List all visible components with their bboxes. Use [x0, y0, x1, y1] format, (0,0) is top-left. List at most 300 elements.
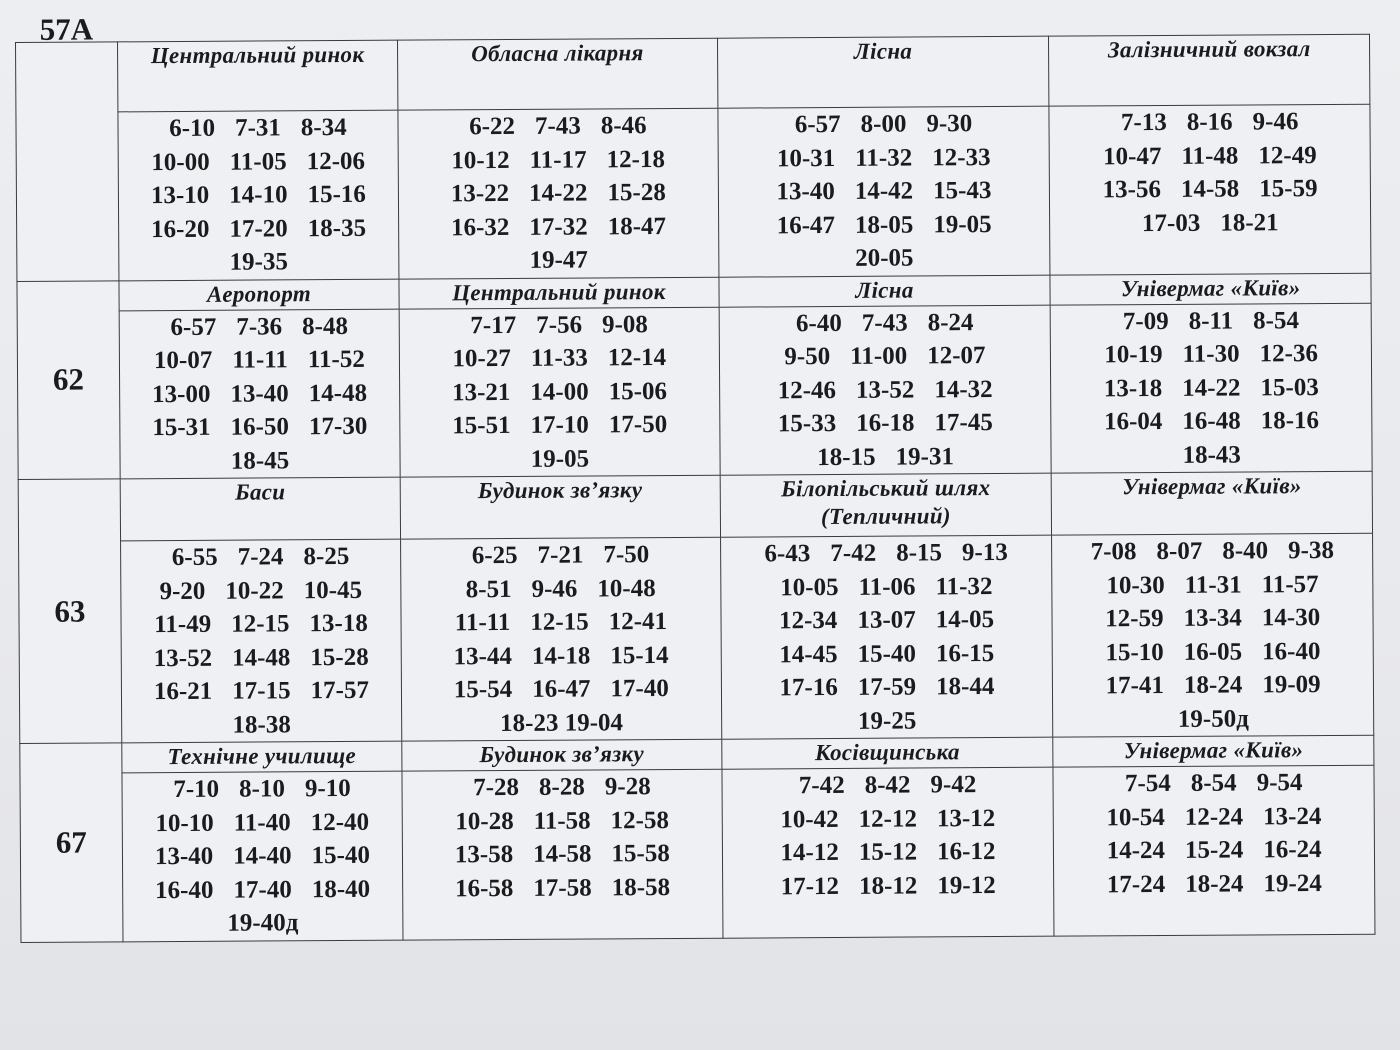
time-row — [121, 540, 400, 575]
departure-time: 16-21 — [153, 677, 213, 706]
time-row — [118, 111, 397, 146]
time-row — [720, 406, 1051, 442]
departure-time: 13-00 — [152, 380, 211, 408]
stop-name: Косівщинська — [721, 737, 1053, 769]
departure-time: 14-22 — [529, 179, 588, 207]
departure-time: 7-24 — [237, 543, 284, 571]
departure-time: 16-58 — [454, 874, 514, 902]
departure-time: 11-31 — [1184, 571, 1242, 599]
departure-time: 14-40 — [233, 842, 292, 870]
departure-time: 16-50 — [230, 413, 290, 441]
time-row — [400, 341, 719, 376]
departure-time: 15-59 — [1259, 175, 1318, 203]
time-row — [1050, 105, 1370, 140]
departure-times — [118, 110, 399, 280]
departure-time: 14-58 — [533, 840, 592, 868]
departure-time: 7-50 — [603, 541, 650, 569]
departure-time: 17-58 — [533, 873, 592, 902]
time-row — [1054, 833, 1374, 868]
departure-time: 12-49 — [1258, 141, 1317, 169]
departure-time: 17-24 — [1106, 870, 1166, 898]
departure-time: 6-40 — [795, 309, 842, 337]
departure-time: 20-05 — [855, 244, 914, 272]
time-row — [1053, 668, 1373, 703]
departure-time: 18-58 — [611, 873, 671, 901]
departure-time: 10-00 — [151, 148, 210, 176]
departure-time: 6-25 — [471, 541, 518, 570]
time-row — [1052, 404, 1372, 439]
departure-time: 10-12 — [451, 146, 510, 174]
departure-time: 7-43 — [534, 112, 581, 140]
departure-time: 12-12 — [858, 805, 918, 833]
departure-time: 18-16 — [1260, 407, 1320, 435]
time-row — [1051, 303, 1371, 338]
departure-time: 14-58 — [1180, 175, 1240, 203]
time-row — [119, 309, 398, 344]
departure-time: 6-57 — [794, 110, 841, 139]
departure-time: 13-22 — [450, 179, 510, 208]
departure-time: 15-58 — [611, 840, 670, 868]
departure-time: 18-45 — [230, 446, 290, 475]
departure-time: 11-30 — [1182, 340, 1240, 368]
departure-time: 7-08 — [1090, 538, 1137, 566]
time-row — [720, 372, 1051, 408]
departure-time: 17-15 — [232, 677, 291, 705]
departure-time: 19-47 — [529, 246, 588, 274]
departure-time: 8-07 — [1156, 537, 1203, 566]
departure-time: 17-03 — [1141, 209, 1201, 237]
departure-time: 16-20 — [151, 215, 210, 243]
stop-name: Центральний ринок — [399, 277, 719, 309]
departure-time: 16-47 — [776, 211, 836, 239]
departure-time: 15-16 — [307, 180, 366, 209]
time-row — [403, 870, 722, 905]
departure-time: 11-00 — [850, 342, 908, 370]
time-row — [1050, 172, 1370, 207]
departure-time: 8-11 — [1188, 307, 1234, 335]
departure-time: 13-18 — [1103, 374, 1163, 402]
departure-time: 10-19 — [1104, 340, 1163, 369]
route-number: 67 — [20, 743, 123, 942]
departure-times — [718, 106, 1051, 277]
departure-time: 13-40 — [230, 379, 289, 408]
departure-time: 14-48 — [231, 643, 291, 672]
departure-time: 15-10 — [1105, 638, 1164, 666]
departure-time: 15-03 — [1260, 373, 1319, 401]
departure-time: 11-57 — [1261, 570, 1319, 598]
time-row — [120, 376, 399, 411]
time-row — [403, 837, 722, 872]
departure-time: 7-17 — [470, 311, 517, 339]
stop-name: Універмаг «Київ» — [1052, 471, 1373, 535]
departure-time: 12-07 — [927, 342, 986, 370]
departure-time: 8-00 — [860, 110, 907, 138]
departure-time: 17-12 — [780, 872, 840, 900]
time-row — [399, 109, 718, 144]
departure-time: 11-52 — [307, 345, 365, 374]
departure-time: 11-32 — [935, 572, 993, 600]
departure-time: 15-14 — [610, 641, 669, 669]
departure-time: 17-45 — [934, 409, 993, 437]
stop-name: Обласна лікарня — [398, 38, 718, 110]
stop-name: Баси — [120, 477, 401, 541]
departure-time: 13-44 — [453, 642, 513, 670]
departure-time: 10-28 — [455, 807, 514, 835]
departure-time: 9-54 — [1256, 769, 1303, 797]
departure-time: 11-32 — [855, 144, 913, 172]
time-row — [1054, 866, 1374, 901]
time-row — [722, 670, 1053, 706]
departure-time: 12-18 — [606, 145, 665, 173]
route-number: 57А — [16, 42, 119, 281]
time-row — [1053, 634, 1373, 669]
departure-time: 18-38 — [232, 710, 291, 739]
stop-name: Універмаг «Київ» — [1053, 735, 1374, 767]
departure-times — [1053, 765, 1375, 935]
time-row — [718, 107, 1049, 143]
departure-time: 11-40 — [233, 808, 291, 837]
departure-time: 12-06 — [306, 147, 366, 175]
departure-time: 10-42 — [780, 805, 839, 833]
time-row — [120, 410, 399, 445]
departure-time: 12-15 — [231, 610, 290, 638]
time-row — [403, 770, 722, 805]
departure-times — [719, 305, 1052, 476]
stop-name: Залізничний вокзал — [1049, 34, 1370, 106]
departure-time: 18-23 19-04 — [500, 708, 624, 737]
departure-time: 15-43 — [933, 177, 992, 205]
time-row — [723, 868, 1054, 904]
departure-time: 9-46 — [1252, 108, 1299, 136]
departure-time: 13-12 — [936, 804, 996, 832]
departure-time: 17-16 — [779, 673, 838, 702]
time-row — [399, 142, 718, 177]
route-number: 63 — [18, 479, 121, 744]
departure-times — [1049, 104, 1371, 274]
departure-time: 7-28 — [473, 773, 520, 802]
departure-time: 11-48 — [1181, 142, 1239, 170]
time-row — [722, 703, 1053, 739]
departure-time: 7-10 — [173, 775, 220, 804]
departure-time: 7-54 — [1124, 769, 1171, 798]
time-row — [1050, 138, 1370, 173]
departure-time: 19-35 — [229, 248, 289, 276]
departure-time: 14-45 — [779, 640, 838, 668]
departure-time: 12-34 — [778, 606, 838, 635]
departure-time: 8-10 — [239, 775, 286, 803]
time-row — [1053, 567, 1373, 602]
departure-time: 16-24 — [1263, 836, 1322, 864]
time-row — [121, 640, 400, 675]
departure-time: 17-30 — [308, 412, 368, 441]
departure-time: 18-15 — [817, 443, 876, 471]
departure-time: 9-20 — [159, 577, 206, 605]
departure-time: 14-42 — [854, 177, 914, 205]
departure-time: 19-50д — [1177, 704, 1249, 733]
departure-time: 16-18 — [856, 409, 915, 437]
time-row — [720, 339, 1051, 375]
time-row — [400, 408, 719, 443]
route-62-times-row — [17, 303, 1372, 480]
departure-time: 8-24 — [927, 308, 974, 336]
departure-time: 11-06 — [858, 573, 916, 601]
departure-time: 11-17 — [529, 146, 587, 174]
departure-times — [120, 539, 401, 743]
departure-time: 14-05 — [935, 606, 995, 634]
departure-time: 9-30 — [926, 110, 973, 138]
time-row — [123, 906, 402, 941]
departure-time: 16-48 — [1182, 407, 1241, 435]
departure-time: 8-28 — [538, 773, 585, 801]
departure-time: 14-00 — [530, 378, 589, 406]
time-row — [1054, 799, 1374, 834]
time-row — [400, 374, 719, 409]
departure-time: 8-15 — [896, 539, 943, 567]
stop-name: Лісна — [719, 275, 1051, 307]
stop-name: Будинок зв’язку — [402, 739, 722, 771]
time-row — [123, 872, 402, 907]
time-row — [721, 569, 1052, 605]
time-row — [399, 209, 718, 244]
departure-time: 12-58 — [610, 806, 670, 834]
departure-time: 11-11 — [454, 608, 511, 637]
departure-time: 18-40 — [311, 875, 371, 903]
departure-time: 8-51 — [465, 575, 512, 603]
route-57a-times-row — [16, 104, 1371, 281]
departure-time: 17-40 — [233, 875, 292, 904]
departure-time: 6-22 — [469, 112, 516, 141]
departure-times — [722, 767, 1055, 938]
departure-time: 10-22 — [225, 576, 284, 605]
departure-time: 13-58 — [454, 840, 514, 869]
departure-time: 10-45 — [303, 576, 363, 604]
time-row — [402, 705, 721, 740]
departure-time: 15-28 — [607, 179, 666, 207]
departure-time: 13-21 — [451, 378, 511, 406]
bus-schedule-table — [15, 11, 1375, 943]
departure-time: 14-12 — [780, 838, 839, 867]
route-57a-stops-row — [16, 34, 1370, 112]
departure-times — [720, 535, 1053, 739]
departure-time: 8-42 — [864, 771, 911, 799]
departure-time: 6-43 — [764, 540, 811, 568]
departure-time: 9-13 — [961, 538, 1008, 567]
departure-time: 15-28 — [310, 643, 369, 671]
route-67-times-row — [20, 765, 1375, 942]
departure-time: 15-24 — [1184, 836, 1244, 864]
departure-time: 7-42 — [798, 771, 845, 800]
departure-time: 7-31 — [234, 114, 281, 142]
departure-time: 12-41 — [608, 608, 668, 636]
departure-time: 19-25 — [857, 707, 917, 735]
departure-times — [398, 108, 719, 278]
departure-time: 16-47 — [532, 675, 591, 703]
time-row — [121, 573, 400, 608]
route-63-times-row — [19, 533, 1374, 743]
time-row — [120, 443, 399, 478]
departure-time: 8-48 — [302, 312, 349, 340]
departure-time: 13-56 — [1102, 176, 1162, 204]
departure-time: 7-21 — [537, 541, 584, 569]
departure-time: 16-05 — [1183, 638, 1243, 666]
departure-time: 14-30 — [1261, 604, 1321, 632]
departure-time: 16-40 — [1262, 637, 1321, 665]
time-row — [122, 772, 401, 807]
time-row — [119, 211, 398, 246]
departure-time: 17-50 — [608, 411, 668, 439]
time-row — [122, 674, 401, 709]
departure-time: 8-16 — [1186, 108, 1233, 136]
departure-time: 9-10 — [304, 774, 351, 803]
departure-time: 8-46 — [600, 112, 647, 140]
time-row — [400, 307, 719, 342]
departure-time: 13-52 — [153, 644, 213, 672]
departure-time: 9-28 — [604, 773, 651, 801]
departure-time: 19-09 — [1262, 671, 1321, 699]
departure-time: 19-40д — [227, 909, 299, 937]
time-row — [719, 174, 1050, 210]
departure-time: 18-12 — [858, 872, 918, 900]
departure-time: 18-24 — [1185, 870, 1244, 898]
time-row — [1051, 370, 1371, 405]
departure-time: 10-05 — [780, 573, 839, 601]
departure-time: 7-43 — [861, 309, 908, 337]
departure-time: 13-52 — [855, 376, 915, 404]
departure-time: 8-40 — [1222, 537, 1269, 565]
departure-time: 7-13 — [1120, 108, 1167, 137]
departure-time: 6-10 — [169, 114, 216, 143]
time-row — [1052, 534, 1372, 569]
time-row — [721, 636, 1052, 672]
departure-times — [122, 771, 403, 941]
departure-time: 11-49 — [154, 610, 212, 639]
time-row — [120, 343, 399, 378]
departure-time: 16-12 — [937, 838, 996, 866]
departure-times — [399, 307, 720, 477]
time-row — [719, 207, 1050, 243]
time-row — [723, 835, 1054, 871]
departure-time: 13-10 — [150, 181, 210, 210]
departure-time: 13-07 — [857, 606, 916, 634]
departure-time: 7-09 — [1122, 307, 1169, 335]
departure-time: 18-44 — [936, 673, 995, 701]
stop-name: Лісна — [717, 36, 1049, 108]
departure-time: 17-20 — [229, 214, 288, 243]
time-row — [721, 603, 1052, 639]
departure-time: 15-40 — [857, 640, 917, 668]
departure-times — [1050, 303, 1372, 473]
departure-time: 15-31 — [152, 413, 211, 442]
departure-time: 12-33 — [932, 143, 991, 171]
time-row — [402, 638, 721, 673]
departure-time: 13-34 — [1183, 604, 1242, 632]
time-row — [1051, 337, 1371, 372]
departure-time: 12-36 — [1259, 340, 1318, 368]
time-row — [722, 801, 1053, 837]
departure-time: 15-40 — [311, 841, 370, 870]
departure-time: 11-05 — [229, 147, 287, 176]
departure-time: 15-33 — [777, 409, 837, 438]
stop-name: Аеропорт — [119, 279, 399, 311]
departure-time: 10-47 — [1103, 142, 1162, 170]
route-number: 62 — [17, 280, 120, 479]
departure-time: 13-40 — [776, 177, 835, 206]
stop-name: Універмаг «Київ» — [1050, 273, 1371, 305]
departure-time: 13-40 — [154, 842, 214, 871]
departure-time: 18-47 — [607, 212, 667, 240]
departure-time: 17-10 — [530, 411, 589, 439]
departure-time: 12-14 — [607, 344, 667, 372]
departure-time: 19-05 — [530, 445, 590, 473]
time-row — [720, 439, 1051, 475]
departure-time: 12-15 — [530, 608, 589, 636]
stop-name: Будинок зв’язку — [400, 475, 720, 539]
departure-time: 17-41 — [1105, 671, 1165, 700]
departure-time: 6-57 — [170, 313, 217, 341]
departure-time: 19-31 — [895, 442, 954, 471]
departure-time: 11-33 — [530, 344, 588, 372]
stop-name: Білопільський шлях (Тепличний) — [720, 473, 1052, 537]
time-row — [123, 839, 402, 874]
route-63-stops-row — [18, 471, 1372, 541]
departure-time: 10-07 — [153, 346, 213, 375]
time-row — [118, 144, 397, 179]
time-row — [718, 140, 1049, 176]
departure-time: 12-59 — [1105, 604, 1164, 633]
departure-time: 16-32 — [450, 213, 510, 241]
departure-time: 16-40 — [155, 876, 214, 904]
time-row — [719, 305, 1050, 341]
departure-time: 12-46 — [777, 376, 837, 404]
departure-time: 12-40 — [310, 808, 370, 836]
departure-time: 16-04 — [1103, 407, 1163, 436]
departure-time: 11-58 — [533, 806, 591, 835]
departure-time: 18-43 — [1182, 441, 1241, 469]
time-row — [402, 605, 721, 640]
departure-time: 15-12 — [858, 838, 918, 866]
time-row — [1054, 766, 1374, 801]
departure-time: 13-24 — [1263, 802, 1322, 830]
time-row — [399, 176, 718, 211]
time-row — [401, 441, 720, 476]
departure-time: 17-57 — [310, 676, 369, 705]
time-row — [721, 536, 1052, 572]
departure-time: 15-54 — [453, 675, 513, 704]
departure-time: 14-32 — [934, 375, 993, 403]
departure-time: 8-25 — [303, 542, 350, 571]
time-row — [1053, 601, 1373, 636]
time-row — [1050, 205, 1370, 240]
departure-time: 18-05 — [854, 211, 914, 239]
departure-time: 13-18 — [309, 609, 368, 638]
departure-times — [1052, 533, 1374, 737]
departure-time: 8-54 — [1253, 306, 1300, 334]
time-row — [119, 245, 398, 280]
departure-time: 9-08 — [601, 310, 648, 338]
time-row — [119, 178, 398, 213]
time-row — [722, 768, 1053, 804]
departure-time: 10-27 — [452, 344, 511, 373]
departure-time: 18-35 — [307, 214, 367, 242]
departure-time: 8-54 — [1190, 769, 1237, 797]
time-row — [403, 803, 722, 838]
stop-name: Технічне училище — [122, 741, 402, 773]
time-row — [1052, 437, 1372, 472]
departure-time: 10-48 — [597, 574, 656, 602]
departure-time: 10-30 — [1106, 571, 1165, 599]
departure-time: 10-10 — [155, 809, 214, 837]
departure-time: 15-51 — [452, 411, 511, 440]
